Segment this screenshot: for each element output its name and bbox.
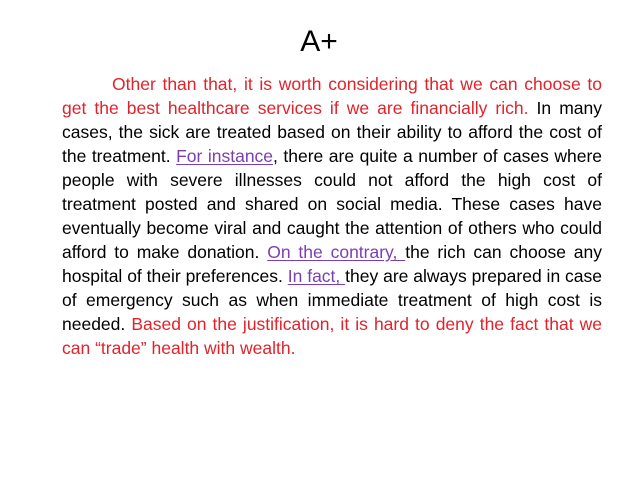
body-segment-2: , there are quite a number of cases where people with severe illnesses could not afford the high cost of treatment posted and shared on social media. These cases have eventually become viral and caught the attention of others who could afford to make donation. [62, 146, 603, 262]
conclusion-sentence: Based on the justification, it is hard to deny the fact that we can “trade” health with wealth. [62, 314, 602, 358]
body-segment-4: they are always prepared in case of emergency such as when immediate treatment of high cost is needed. [62, 266, 603, 334]
transition-on-the-contrary: On the contrary, [267, 242, 406, 262]
body-segment-3: the rich can choose any hospital of their preferences. [62, 242, 602, 286]
slide-title: A+ [300, 25, 338, 58]
intro-sentence: Other than that, it is worth considering that we can choose to get the best healthcare services if we are financially rich. [62, 74, 602, 118]
essay-paragraph [62, 72, 602, 360]
transition-for-instance: For instance [176, 146, 274, 166]
transition-in-fact: In fact, [287, 266, 346, 286]
body-segment-1: In many cases, the sick are treated based on their ability to afford the cost of the treatment. [62, 98, 602, 166]
